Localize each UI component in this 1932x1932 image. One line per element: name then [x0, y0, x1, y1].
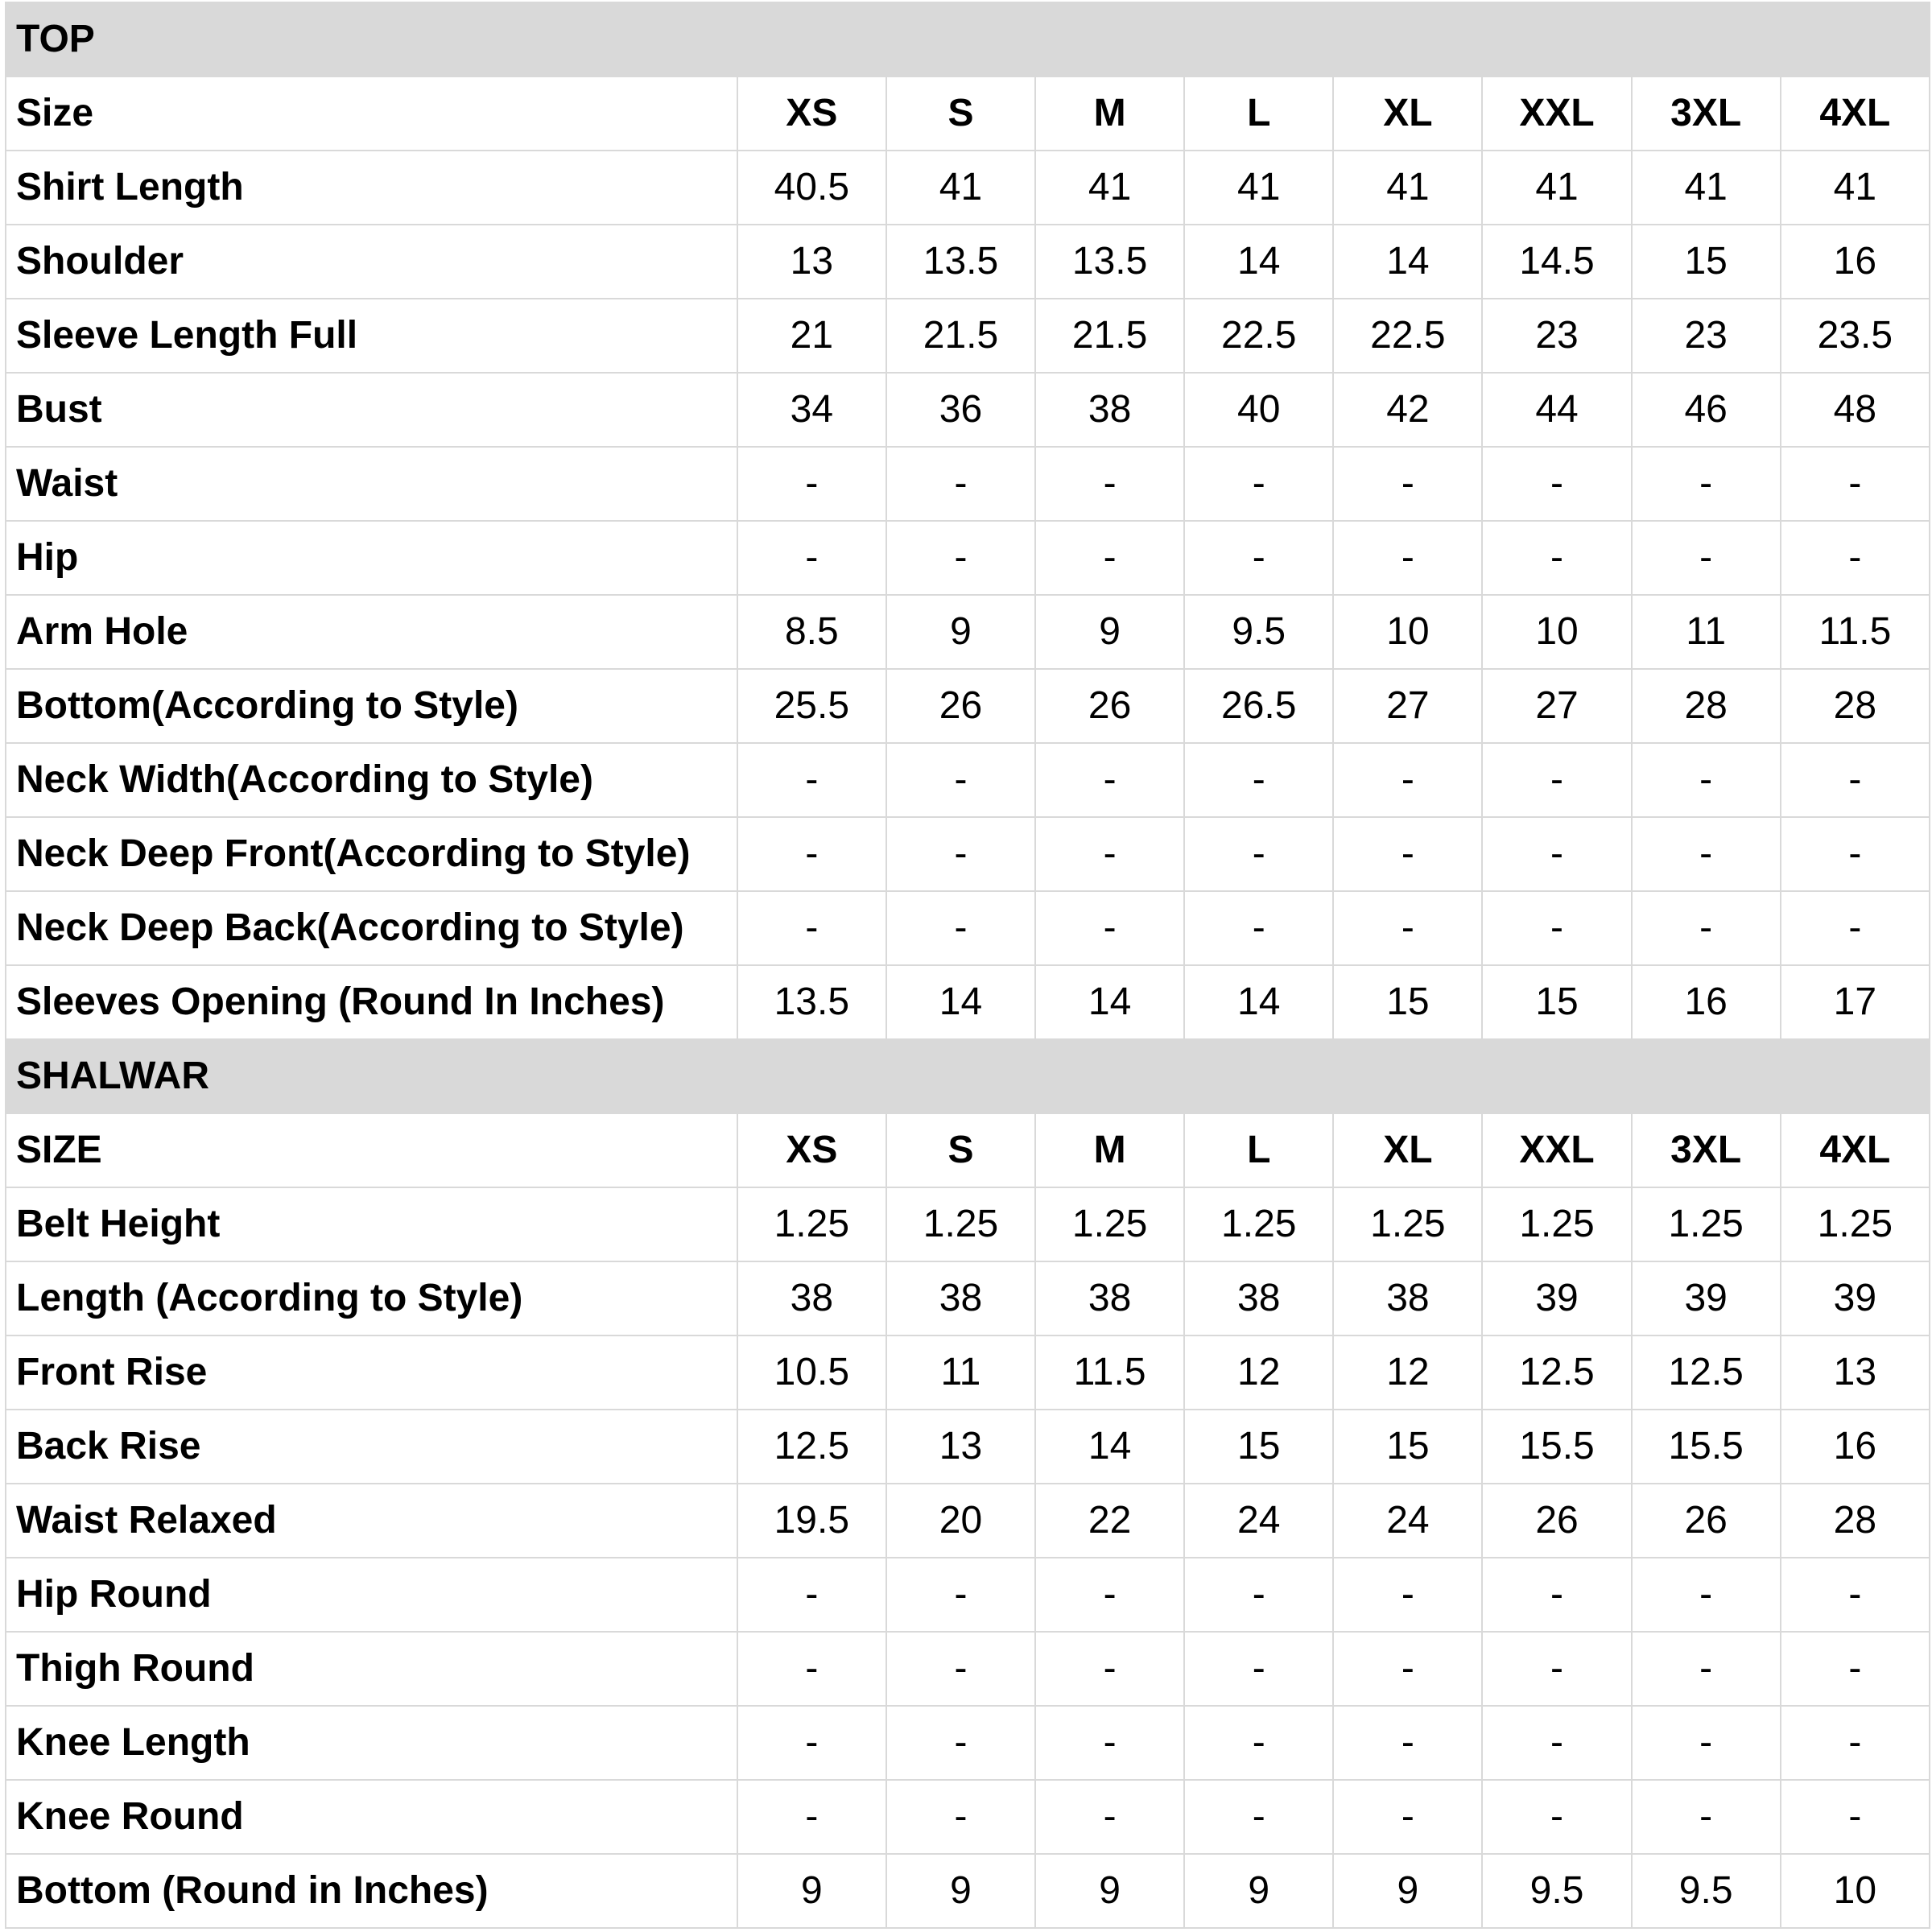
- size-column-header-xs: XS: [737, 76, 886, 151]
- measurement-value: -: [737, 447, 886, 521]
- measurement-value: -: [1632, 521, 1781, 595]
- size-column-header-m: M: [1035, 76, 1184, 151]
- measurement-value: -: [1184, 817, 1333, 891]
- measurement-value: 42: [1333, 373, 1482, 447]
- measurement-value: 40: [1184, 373, 1333, 447]
- measurement-value: 9: [886, 595, 1035, 669]
- measurement-value: 13: [737, 225, 886, 299]
- table-row: [6, 1780, 1930, 1854]
- size-column-header-m: M: [1035, 1113, 1184, 1187]
- measurement-value: 34: [737, 373, 886, 447]
- table-row: [6, 151, 1930, 225]
- measurement-value: 10: [1333, 595, 1482, 669]
- measurement-value: 14: [1333, 225, 1482, 299]
- size-chart-sheet: [5, 2, 1930, 1929]
- measurement-value: 38: [1035, 373, 1184, 447]
- measurement-value: 41: [886, 151, 1035, 225]
- measurement-value: -: [1632, 447, 1781, 521]
- measurement-value: -: [1781, 1706, 1930, 1780]
- measurement-value: -: [1781, 891, 1930, 965]
- size-column-header-4xl: 4XL: [1781, 1113, 1930, 1187]
- measurement-value: -: [1333, 743, 1482, 817]
- measurement-value: -: [1482, 1558, 1631, 1632]
- size-column-header-xl: XL: [1333, 1113, 1482, 1187]
- measurement-label: Belt Height: [6, 1187, 737, 1261]
- measurement-value: 22.5: [1333, 299, 1482, 373]
- size-column-header-3xl: 3XL: [1632, 1113, 1781, 1187]
- measurement-value: 1.25: [1632, 1187, 1781, 1261]
- measurement-value: 27: [1482, 669, 1631, 743]
- measurement-value: -: [1035, 1632, 1184, 1706]
- measurement-value: 9.5: [1184, 595, 1333, 669]
- measurement-label: Length (According to Style): [6, 1261, 737, 1335]
- measurement-value: -: [1035, 447, 1184, 521]
- measurement-value: -: [737, 1780, 886, 1854]
- measurement-value: 12: [1333, 1335, 1482, 1410]
- measurement-value: 24: [1184, 1484, 1333, 1558]
- table-row: [6, 447, 1930, 521]
- size-header-row: [6, 76, 1930, 151]
- measurement-value: 9: [1333, 1854, 1482, 1928]
- measurement-value: -: [1482, 1632, 1631, 1706]
- measurement-value: 41: [1184, 151, 1333, 225]
- measurement-label: Waist: [6, 447, 737, 521]
- measurement-label: Shoulder: [6, 225, 737, 299]
- measurement-label: Neck Width(According to Style): [6, 743, 737, 817]
- size-column-header-xxl: XXL: [1482, 1113, 1631, 1187]
- measurement-value: 38: [1333, 1261, 1482, 1335]
- table-row: [6, 225, 1930, 299]
- size-column-header-l: L: [1184, 76, 1333, 151]
- measurement-value: -: [886, 1780, 1035, 1854]
- measurement-value: 13.5: [737, 965, 886, 1039]
- measurement-value: -: [1184, 447, 1333, 521]
- measurement-value: -: [1333, 891, 1482, 965]
- table-row: [6, 299, 1930, 373]
- measurement-value: 21: [737, 299, 886, 373]
- measurement-value: 11: [886, 1335, 1035, 1410]
- measurement-value: -: [1632, 743, 1781, 817]
- measurement-value: 28: [1781, 1484, 1930, 1558]
- measurement-value: -: [1184, 891, 1333, 965]
- measurement-value: 41: [1482, 151, 1631, 225]
- measurement-value: -: [1333, 817, 1482, 891]
- measurement-value: -: [1781, 521, 1930, 595]
- measurement-value: -: [1184, 743, 1333, 817]
- measurement-value: 22: [1035, 1484, 1184, 1558]
- measurement-value: 39: [1482, 1261, 1631, 1335]
- measurement-value: 9: [737, 1854, 886, 1928]
- measurement-value: 41: [1632, 151, 1781, 225]
- measurement-value: 15: [1184, 1410, 1333, 1484]
- measurement-value: 1.25: [1781, 1187, 1930, 1261]
- measurement-value: -: [886, 891, 1035, 965]
- measurement-label: Knee Round: [6, 1780, 737, 1854]
- measurement-value: 23: [1482, 299, 1631, 373]
- measurement-value: 8.5: [737, 595, 886, 669]
- measurement-value: 12: [1184, 1335, 1333, 1410]
- table-row: [6, 595, 1930, 669]
- measurement-value: 15: [1482, 965, 1631, 1039]
- section-title-top: TOP: [6, 2, 1930, 76]
- table-row: [6, 1558, 1930, 1632]
- measurement-value: -: [1035, 891, 1184, 965]
- measurement-value: -: [1333, 1632, 1482, 1706]
- size-column-header-xl: XL: [1333, 76, 1482, 151]
- measurement-value: -: [1333, 447, 1482, 521]
- measurement-value: -: [1333, 1780, 1482, 1854]
- measurement-value: 13: [1781, 1335, 1930, 1410]
- table-row: [6, 1261, 1930, 1335]
- measurement-value: 1.25: [737, 1187, 886, 1261]
- measurement-label: Hip: [6, 521, 737, 595]
- measurement-value: 23: [1632, 299, 1781, 373]
- measurement-value: -: [737, 817, 886, 891]
- measurement-value: 14: [1184, 225, 1333, 299]
- measurement-label: Sleeves Opening (Round In Inches): [6, 965, 737, 1039]
- measurement-value: -: [1632, 1706, 1781, 1780]
- measurement-value: 27: [1333, 669, 1482, 743]
- measurement-value: 44: [1482, 373, 1631, 447]
- measurement-value: -: [1482, 521, 1631, 595]
- measurement-value: -: [1632, 1558, 1781, 1632]
- size-header-row: [6, 1113, 1930, 1187]
- measurement-value: 14.5: [1482, 225, 1631, 299]
- measurement-value: 26: [1482, 1484, 1631, 1558]
- measurement-value: -: [1333, 1706, 1482, 1780]
- measurement-value: -: [737, 1632, 886, 1706]
- measurement-label: Sleeve Length Full: [6, 299, 737, 373]
- measurement-label: Knee Length: [6, 1706, 737, 1780]
- measurement-value: 36: [886, 373, 1035, 447]
- measurement-value: 13.5: [886, 225, 1035, 299]
- measurement-value: 15: [1632, 225, 1781, 299]
- measurement-value: -: [1781, 447, 1930, 521]
- table-row: [6, 1187, 1930, 1261]
- measurement-value: 38: [1035, 1261, 1184, 1335]
- measurement-value: 16: [1781, 225, 1930, 299]
- measurement-value: -: [1632, 1632, 1781, 1706]
- measurement-value: -: [1781, 1632, 1930, 1706]
- measurement-value: 12.5: [737, 1410, 886, 1484]
- measurement-label: Front Rise: [6, 1335, 737, 1410]
- table-row: [6, 373, 1930, 447]
- measurement-value: -: [886, 521, 1035, 595]
- measurement-label: Bust: [6, 373, 737, 447]
- measurement-value: 21.5: [1035, 299, 1184, 373]
- table-row: [6, 521, 1930, 595]
- table-row: [6, 669, 1930, 743]
- measurement-label: Arm Hole: [6, 595, 737, 669]
- measurement-value: 48: [1781, 373, 1930, 447]
- measurement-value: 28: [1632, 669, 1781, 743]
- measurement-value: 15: [1333, 1410, 1482, 1484]
- measurement-value: 12.5: [1632, 1335, 1781, 1410]
- measurement-value: 1.25: [1482, 1187, 1631, 1261]
- measurement-value: -: [1035, 521, 1184, 595]
- measurement-value: -: [1482, 1780, 1631, 1854]
- table-row: [6, 1335, 1930, 1410]
- measurement-value: 20: [886, 1484, 1035, 1558]
- measurement-value: 12.5: [1482, 1335, 1631, 1410]
- size-header-label: SIZE: [6, 1113, 737, 1187]
- measurement-value: 38: [886, 1261, 1035, 1335]
- measurement-value: -: [1184, 521, 1333, 595]
- table-row: [6, 1854, 1930, 1928]
- table-row: [6, 1632, 1930, 1706]
- measurement-value: -: [1482, 447, 1631, 521]
- measurement-value: -: [886, 1706, 1035, 1780]
- measurement-value: 11: [1632, 595, 1781, 669]
- measurement-value: -: [1632, 1780, 1781, 1854]
- measurement-value: 15.5: [1632, 1410, 1781, 1484]
- measurement-value: 26: [1035, 669, 1184, 743]
- size-chart-body: [6, 2, 1930, 1928]
- measurement-value: 21.5: [886, 299, 1035, 373]
- measurement-value: 26: [1632, 1484, 1781, 1558]
- table-row: [6, 743, 1930, 817]
- measurement-value: -: [737, 521, 886, 595]
- measurement-value: -: [1035, 1706, 1184, 1780]
- size-column-header-s: S: [886, 1113, 1035, 1187]
- measurement-value: 10.5: [737, 1335, 886, 1410]
- size-column-header-l: L: [1184, 1113, 1333, 1187]
- measurement-value: 14: [1035, 965, 1184, 1039]
- measurement-value: 1.25: [1184, 1187, 1333, 1261]
- measurement-value: 15: [1333, 965, 1482, 1039]
- size-column-header-xs: XS: [737, 1113, 886, 1187]
- measurement-value: -: [1333, 521, 1482, 595]
- measurement-value: -: [737, 743, 886, 817]
- measurement-value: -: [1781, 743, 1930, 817]
- measurement-value: -: [1333, 1558, 1482, 1632]
- measurement-value: -: [1482, 743, 1631, 817]
- size-chart-table: [5, 2, 1930, 1929]
- measurement-label: Neck Deep Front(According to Style): [6, 817, 737, 891]
- size-column-header-3xl: 3XL: [1632, 76, 1781, 151]
- section-title-row: [6, 1039, 1930, 1113]
- measurement-value: 1.25: [1333, 1187, 1482, 1261]
- measurement-value: 39: [1781, 1261, 1930, 1335]
- measurement-value: 1.25: [886, 1187, 1035, 1261]
- measurement-value: 14: [1035, 1410, 1184, 1484]
- section-title-row: [6, 2, 1930, 76]
- measurement-value: 11.5: [1781, 595, 1930, 669]
- measurement-label: Bottom(According to Style): [6, 669, 737, 743]
- measurement-value: -: [1184, 1780, 1333, 1854]
- measurement-value: 9: [886, 1854, 1035, 1928]
- size-header-label: Size: [6, 76, 737, 151]
- measurement-value: -: [886, 447, 1035, 521]
- size-column-header-4xl: 4XL: [1781, 76, 1930, 151]
- measurement-value: 26: [886, 669, 1035, 743]
- measurement-value: 16: [1632, 965, 1781, 1039]
- measurement-value: 14: [886, 965, 1035, 1039]
- measurement-value: -: [1482, 817, 1631, 891]
- measurement-value: -: [886, 1632, 1035, 1706]
- measurement-value: -: [1184, 1632, 1333, 1706]
- measurement-label: Bottom (Round in Inches): [6, 1854, 737, 1928]
- measurement-value: 40.5: [737, 151, 886, 225]
- table-row: [6, 1484, 1930, 1558]
- measurement-value: -: [737, 1706, 886, 1780]
- measurement-value: 25.5: [737, 669, 886, 743]
- measurement-value: -: [1632, 891, 1781, 965]
- measurement-value: 14: [1184, 965, 1333, 1039]
- measurement-value: 19.5: [737, 1484, 886, 1558]
- measurement-value: 22.5: [1184, 299, 1333, 373]
- measurement-value: -: [1035, 1558, 1184, 1632]
- measurement-value: 9.5: [1482, 1854, 1631, 1928]
- measurement-value: 41: [1333, 151, 1482, 225]
- measurement-value: -: [1781, 1558, 1930, 1632]
- measurement-label: Thigh Round: [6, 1632, 737, 1706]
- measurement-value: 46: [1632, 373, 1781, 447]
- measurement-value: 28: [1781, 669, 1930, 743]
- measurement-value: -: [1482, 1706, 1631, 1780]
- table-row: [6, 817, 1930, 891]
- measurement-value: 11.5: [1035, 1335, 1184, 1410]
- measurement-label: Hip Round: [6, 1558, 737, 1632]
- measurement-value: -: [886, 817, 1035, 891]
- measurement-value: -: [1035, 1780, 1184, 1854]
- measurement-value: 41: [1035, 151, 1184, 225]
- table-row: [6, 1410, 1930, 1484]
- measurement-value: -: [1632, 817, 1781, 891]
- measurement-value: 9.5: [1632, 1854, 1781, 1928]
- measurement-value: 13.5: [1035, 225, 1184, 299]
- measurement-value: -: [886, 743, 1035, 817]
- measurement-label: Waist Relaxed: [6, 1484, 737, 1558]
- measurement-value: 15.5: [1482, 1410, 1631, 1484]
- measurement-value: -: [737, 1558, 886, 1632]
- measurement-label: Back Rise: [6, 1410, 737, 1484]
- measurement-value: -: [1035, 743, 1184, 817]
- table-row: [6, 891, 1930, 965]
- measurement-value: -: [1482, 891, 1631, 965]
- measurement-value: 39: [1632, 1261, 1781, 1335]
- measurement-value: -: [886, 1558, 1035, 1632]
- measurement-value: -: [1184, 1706, 1333, 1780]
- size-column-header-s: S: [886, 76, 1035, 151]
- table-row: [6, 965, 1930, 1039]
- measurement-value: 10: [1781, 1854, 1930, 1928]
- measurement-value: 16: [1781, 1410, 1930, 1484]
- measurement-value: 10: [1482, 595, 1631, 669]
- measurement-value: 9: [1035, 595, 1184, 669]
- measurement-value: 26.5: [1184, 669, 1333, 743]
- measurement-value: 9: [1035, 1854, 1184, 1928]
- measurement-value: 9: [1184, 1854, 1333, 1928]
- measurement-value: 23.5: [1781, 299, 1930, 373]
- measurement-value: -: [1781, 817, 1930, 891]
- measurement-label: Neck Deep Back(According to Style): [6, 891, 737, 965]
- measurement-label: Shirt Length: [6, 151, 737, 225]
- measurement-value: 41: [1781, 151, 1930, 225]
- table-row: [6, 1706, 1930, 1780]
- section-title-shalwar: SHALWAR: [6, 1039, 1930, 1113]
- measurement-value: 17: [1781, 965, 1930, 1039]
- measurement-value: 24: [1333, 1484, 1482, 1558]
- measurement-value: -: [1781, 1780, 1930, 1854]
- measurement-value: 38: [1184, 1261, 1333, 1335]
- measurement-value: 1.25: [1035, 1187, 1184, 1261]
- measurement-value: -: [737, 891, 886, 965]
- measurement-value: 13: [886, 1410, 1035, 1484]
- measurement-value: -: [1035, 817, 1184, 891]
- size-column-header-xxl: XXL: [1482, 76, 1631, 151]
- measurement-value: 38: [737, 1261, 886, 1335]
- measurement-value: -: [1184, 1558, 1333, 1632]
